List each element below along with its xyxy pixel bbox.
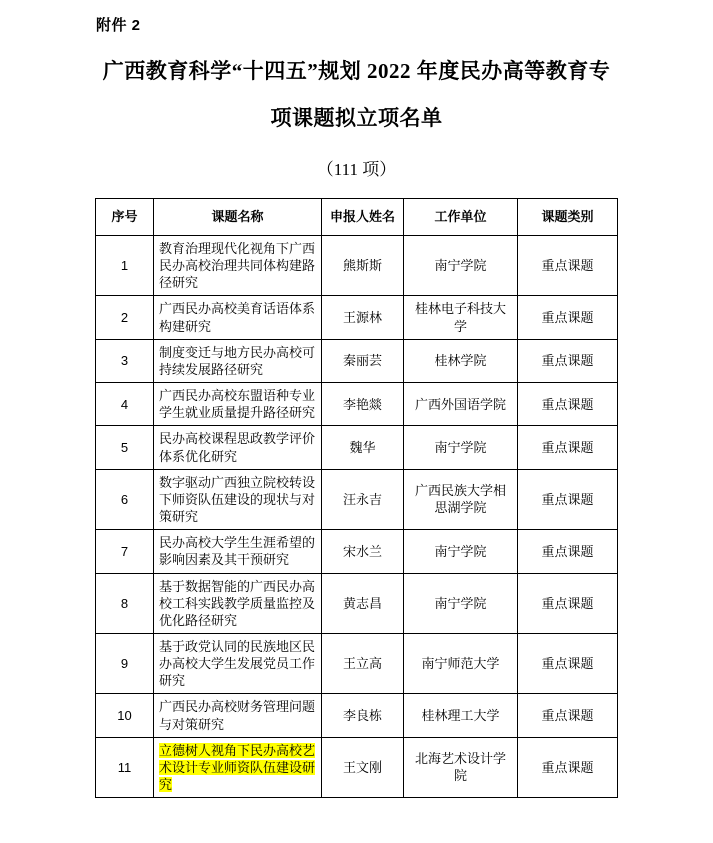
column-header-no: 序号: [96, 199, 154, 236]
cell-no: 8: [96, 573, 154, 633]
table-row: [96, 469, 618, 529]
cell-person: 王立高: [322, 633, 404, 693]
cell-person: 熊斯斯: [322, 236, 404, 296]
cell-title: 民办高校课程思政教学评价体系优化研究: [154, 426, 322, 469]
document-page: [0, 14, 713, 843]
table-body: [96, 236, 618, 798]
cell-type: 重点课题: [518, 296, 618, 339]
cell-org: 南宁学院: [404, 530, 518, 573]
table-row: [96, 633, 618, 693]
highlighted-title-text: 立德树人视角下民办高校艺术设计专业师资队伍建设研究: [159, 742, 316, 793]
attachment-label: 附件 2: [96, 17, 141, 34]
cell-type: 重点课题: [518, 737, 618, 797]
cell-person: 宋水兰: [322, 530, 404, 573]
cell-type: 重点课题: [518, 236, 618, 296]
cell-type: 重点课题: [518, 530, 618, 573]
cell-title: 广西民办高校财务管理问题与对策研究: [154, 694, 322, 737]
cell-type: 重点课题: [518, 694, 618, 737]
cell-no: 3: [96, 339, 154, 382]
cell-org: 北海艺术设计学院: [404, 737, 518, 797]
table-row: [96, 426, 618, 469]
cell-type: 重点课题: [518, 469, 618, 529]
cell-type: 重点课题: [518, 633, 618, 693]
cell-no: 2: [96, 296, 154, 339]
cell-org: 广西外国语学院: [404, 383, 518, 426]
cell-org: 广西民族大学相思湖学院: [404, 469, 518, 529]
cell-org: 桂林电子科技大学: [404, 296, 518, 339]
cell-title: 制度变迁与地方民办高校可持续发展路径研究: [154, 339, 322, 382]
column-header-person: 申报人姓名: [322, 199, 404, 236]
cell-org: 南宁学院: [404, 426, 518, 469]
table-row: [96, 737, 618, 797]
cell-person: 汪永吉: [322, 469, 404, 529]
cell-person: 李良栋: [322, 694, 404, 737]
cell-person: 秦丽芸: [322, 339, 404, 382]
cell-no: 1: [96, 236, 154, 296]
cell-type: 重点课题: [518, 339, 618, 382]
column-header-title: 课题名称: [154, 199, 322, 236]
cell-person: 魏华: [322, 426, 404, 469]
cell-type: 重点课题: [518, 426, 618, 469]
page-title: [60, 61, 653, 129]
cell-org: 桂林理工大学: [404, 694, 518, 737]
table-row: [96, 236, 618, 296]
cell-no: 11: [96, 737, 154, 797]
cell-no: 5: [96, 426, 154, 469]
cell-org: 南宁学院: [404, 236, 518, 296]
table-row: [96, 383, 618, 426]
column-header-type: 课题类别: [518, 199, 618, 236]
cell-org: 南宁师范大学: [404, 633, 518, 693]
cell-person: 黄志昌: [322, 573, 404, 633]
cell-type: 重点课题: [518, 573, 618, 633]
cell-person: 李艳燚: [322, 383, 404, 426]
cell-no: 9: [96, 633, 154, 693]
cell-person: 王源林: [322, 296, 404, 339]
table-row: [96, 296, 618, 339]
table-header-row: [96, 199, 618, 236]
cell-no: 6: [96, 469, 154, 529]
table-row: [96, 339, 618, 382]
cell-title: 数字驱动广西独立院校转设下师资队伍建设的现状与对策研究: [154, 469, 322, 529]
cell-org: 南宁学院: [404, 573, 518, 633]
cell-title: 民办高校大学生生涯希望的影响因素及其干预研究: [154, 530, 322, 573]
project-count-subtitle: （111 项）: [316, 160, 397, 179]
table-row: [96, 694, 618, 737]
cell-person: 王文刚: [322, 737, 404, 797]
cell-title: 广西民办高校东盟语种专业学生就业质量提升路径研究: [154, 383, 322, 426]
column-header-org: 工作单位: [404, 199, 518, 236]
cell-no: 7: [96, 530, 154, 573]
cell-no: 10: [96, 694, 154, 737]
cell-org: 桂林学院: [404, 339, 518, 382]
table-row: [96, 530, 618, 573]
page-title-line2: 项课题拟立项名单: [270, 106, 443, 130]
cell-no: 4: [96, 383, 154, 426]
cell-title: 基于数据智能的广西民办高校工科实践教学质量监控及优化路径研究: [154, 573, 322, 633]
page-title-line1: 广西教育科学“十四五”规划 2022 年度民办高等教育专: [102, 59, 611, 83]
cell-title: 教育治理现代化视角下广西民办高校治理共同体构建路径研究: [154, 236, 322, 296]
cell-title: [154, 737, 322, 797]
cell-type: 重点课题: [518, 383, 618, 426]
table-row: [96, 573, 618, 633]
project-list-table: [95, 198, 618, 798]
cell-title: 基于政党认同的民族地区民办高校大学生发展党员工作研究: [154, 633, 322, 693]
cell-title: 广西民办高校美育话语体系构建研究: [154, 296, 322, 339]
